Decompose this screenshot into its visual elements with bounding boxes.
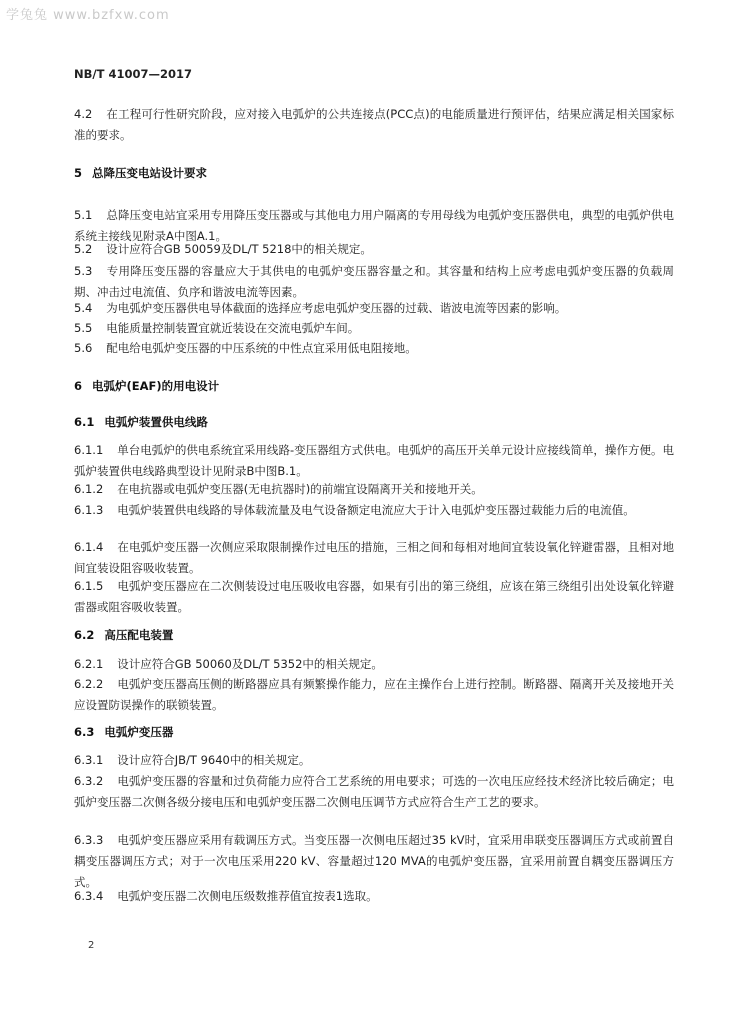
clause-number: 6.1.5 [74,579,104,593]
clause-text: 电弧炉变压器高压侧的断路器应具有频繁操作能力，应在主操作台上进行控制。断路器、隔离开关及接地开关应设置防误操作的联锁装置。 [74,677,674,712]
section-number: 6 [74,379,83,393]
clause-6-1-5 [74,576,674,618]
clause-number: 5.3 [74,264,93,278]
clause-6-3-2 [74,771,674,813]
section-title: 电弧炉装置供电线路 [104,415,208,429]
watermark: 学兔兔 www.bzfxw.com [6,8,170,23]
section-heading-6-2 [74,627,173,643]
page-number: 2 [88,940,95,951]
clause-number: 5.2 [74,242,93,256]
clause-6-1-4 [74,537,674,579]
clause-6-3-4 [74,886,674,907]
clause-6-1-2 [74,479,674,500]
clause-text: 在电抗器或电弧炉变压器(无电抗器时)的前端宜设隔离开关和接地开关。 [117,482,483,496]
clause-6-3-1 [74,750,674,771]
clause-number: 6.2.1 [74,657,104,671]
section-number: 6.1 [74,415,95,429]
clause-6-1-3 [74,500,674,521]
clause-number: 6.3.3 [74,833,104,847]
section-heading-5 [74,165,207,181]
clause-5-4 [74,298,674,319]
section-title: 总降压变电站设计要求 [92,166,208,180]
clause-5-6 [74,338,674,359]
clause-text: 电弧炉变压器应在二次侧装设过电压吸收电容器，如果有引出的第三绕组，应该在第三绕组引出处设氧化锌避雷器或阻容吸收装置。 [74,579,674,614]
clause-text: 电能质量控制装置宜就近装设在交流电弧炉车间。 [106,321,360,335]
document-id: NB/T 41007—2017 [74,67,192,81]
clause-text: 设计应符合GB 50059及DL/T 5218中的相关规定。 [106,242,372,256]
clause-text: 在工程可行性研究阶段，应对接入电弧炉的公共连接点(PCC点)的电能质量进行预评估，结果应满足相关国家标准的要求。 [74,107,674,142]
clause-number: 6.1.4 [74,540,104,554]
clause-text: 设计应符合JB/T 9640中的相关规定。 [117,753,311,767]
clause-number: 6.3.4 [74,889,104,903]
section-title: 电弧炉变压器 [104,725,174,739]
clause-number: 5.6 [74,341,93,355]
clause-6-2-2 [74,674,674,716]
clause-5-3 [74,261,674,303]
clause-number: 6.1.1 [74,443,104,457]
clause-number: 6.2.2 [74,677,104,691]
section-heading-6-3 [74,724,173,740]
section-title: 电弧炉(EAF)的用电设计 [92,379,220,393]
clause-number: 6.3.1 [74,753,104,767]
clause-text: 设计应符合GB 50060及DL/T 5352中的相关规定。 [117,657,383,671]
clause-text: 电弧炉变压器二次侧电压级数推荐值宜按表1选取。 [117,889,378,903]
clause-6-2-1 [74,654,674,675]
section-number: 6.2 [74,628,95,642]
clause-5-2 [74,239,674,260]
clause-6-1-1 [74,440,674,482]
section-number: 5 [74,166,83,180]
clause-number: 6.1.2 [74,482,104,496]
clause-text: 为电弧炉变压器供电导体截面的选择应考虑电弧炉变压器的过载、谐波电流等因素的影响。 [106,301,567,315]
clause-number: 5.1 [74,208,93,222]
clause-number: 6.3.2 [74,774,104,788]
clause-text: 专用降压变压器的容量应大于其供电的电弧炉变压器容量之和。其容量和结构上应考虑电弧炉变压器的负载周期、冲击过电流值、负序和谐波电流等因素。 [74,264,674,299]
clause-number: 4.2 [74,107,93,121]
section-heading-6 [74,378,219,394]
clause-text: 电弧炉变压器应采用有载调压方式。当变压器一次侧电压超过35 kV时，宜采用串联变压器调压方式或前置自耦变压器调压方式；对于一次电压采用220 kV、容量超过120 MVA的电弧炉变压器，宜采用前置自耦变压器调压方式。 [74,833,674,889]
section-title: 高压配电装置 [104,628,174,642]
clause-number: 6.1.3 [74,503,104,517]
clause-text: 电弧炉变压器的容量和过负荷能力应符合工艺系统的用电要求；可选的一次电压应经技术经济比较后确定；电弧炉变压器二次侧各级分接电压和电弧炉变压器二次侧电压调节方式应符合生产工艺的要求。 [74,774,674,809]
clause-5-5 [74,318,674,339]
clause-6-3-3 [74,830,674,893]
clause-text: 配电给电弧炉变压器的中压系统的中性点宜采用低电阻接地。 [106,341,417,355]
clause-text: 在电弧炉变压器一次侧应采取限制操作过电压的措施，三相之间和每相对地间宜装设氧化锌避雷器，且相对地间宜装设阻容吸收装置。 [74,540,674,575]
section-number: 6.3 [74,725,95,739]
clause-text: 单台电弧炉的供电系统宜采用线路-变压器组方式供电。电弧炉的高压开关单元设计应接线简单，操作方便。电弧炉装置供电线路典型设计见附录B中图B.1。 [74,443,674,478]
section-heading-6-1 [74,414,208,430]
clause-number: 5.4 [74,301,93,315]
clause-text: 总降压变电站宜采用专用降压变压器或与其他电力用户隔离的专用母线为电弧炉变压器供电，典型的电弧炉供电系统主接线见附录A中图A.1。 [74,208,674,243]
clause-number: 5.5 [74,321,93,335]
clause-text: 电弧炉装置供电线路的导体载流量及电气设备额定电流应大于计入电弧炉变压器过载能力后的电流值。 [117,503,635,517]
clause-4-2 [74,104,674,146]
